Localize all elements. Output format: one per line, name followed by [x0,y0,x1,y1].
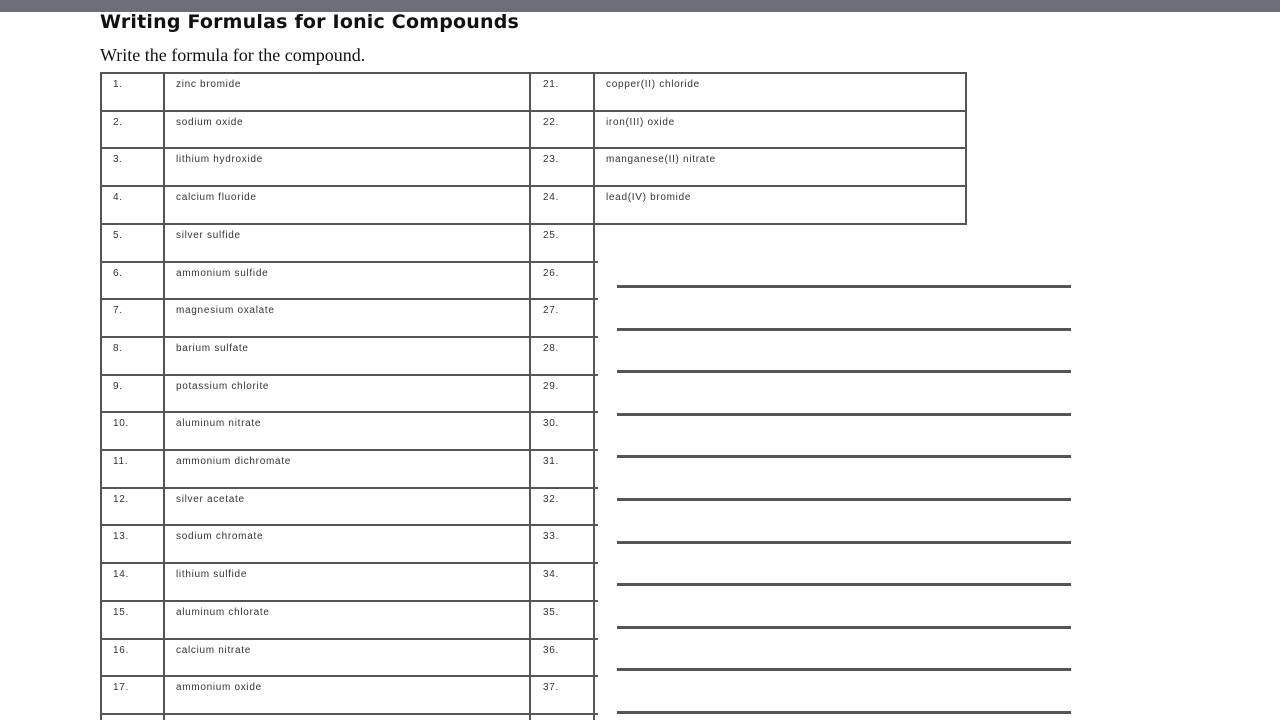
row-number: 24. [543,192,560,203]
answer-line [617,455,1071,458]
answer-line [617,668,1071,671]
row-number: 12. [113,494,130,505]
row-number: 33. [543,531,560,542]
table-row-border [100,524,598,526]
compound-name: potassium chlorite [176,381,270,392]
row-number: 5. [113,230,123,241]
compound-name: ammonium sulfide [176,268,269,279]
compound-name: zinc bromide [176,79,242,90]
row-number: 35. [543,607,560,618]
row-number: 3. [113,154,123,165]
compound-name: copper(II) chloride [606,79,700,90]
answer-line [617,498,1071,501]
table-row-border [100,72,967,74]
row-number: 27. [543,305,560,316]
worksheet-title: Writing Formulas for Ionic Compounds [100,11,520,33]
compound-name: barium sulfate [176,343,249,354]
answer-line [617,626,1071,629]
table-row-border [100,638,598,640]
table-row-border [100,223,967,225]
compound-name: aluminum chlorate [176,607,270,618]
compound-name: silver acetate [176,494,245,505]
answer-line [617,711,1071,714]
compound-name: iron(III) oxide [606,117,675,128]
compound-name: ammonium oxide [176,682,262,693]
compound-name: manganese(II) nitrate [606,154,716,165]
table-row-border [100,487,598,489]
row-number: 14. [113,569,130,580]
worksheet-instructions: Write the formula for the compound. [100,45,366,65]
compound-name: sodium oxide [176,117,244,128]
row-number: 1. [113,79,123,90]
answer-line [617,370,1071,373]
row-number: 17. [113,682,130,693]
answer-line [617,583,1071,586]
compound-name: silver sulfide [176,230,241,241]
answer-line [617,541,1071,544]
row-number: 26. [543,268,560,279]
table-divider-right-num [593,72,595,720]
table-divider-mid [529,72,531,720]
compound-name: sodium chromate [176,531,264,542]
row-number: 2. [113,117,123,128]
compound-name: lead(IV) bromide [606,192,692,203]
row-number: 34. [543,569,560,580]
table-row-border [100,298,598,300]
table-row-border [100,713,598,715]
row-number: 22. [543,117,560,128]
compound-name: calcium fluoride [176,192,257,203]
row-number: 30. [543,418,560,429]
compound-name: lithium sulfide [176,569,248,580]
row-number: 25. [543,230,560,241]
row-number: 6. [113,268,123,279]
row-number: 23. [543,154,560,165]
row-number: 7. [113,305,123,316]
row-number: 36. [543,645,560,656]
row-number: 15. [113,607,130,618]
row-number: 4. [113,192,123,203]
compound-name: magnesium oxalate [176,305,275,316]
table-row-border [100,449,598,451]
table-row-border [100,110,967,112]
row-number: 9. [113,381,123,392]
table-row-border [100,261,598,263]
table-row-border [100,600,598,602]
table-row-border [100,185,967,187]
row-number: 8. [113,343,123,354]
table-row-border [100,336,598,338]
table-row-border [100,147,967,149]
row-number: 37. [543,682,560,693]
row-number: 28. [543,343,560,354]
table-border-left [100,72,102,720]
answer-line [617,285,1071,288]
compound-name: lithium hydroxide [176,154,263,165]
row-number: 13. [113,531,130,542]
compound-name: aluminum nitrate [176,418,262,429]
table-divider-num [163,72,165,720]
answer-line [617,413,1071,416]
row-number: 11. [113,456,129,467]
table-row-border [100,374,598,376]
row-number: 10. [113,418,130,429]
table-row-border [100,675,598,677]
table-row-border [100,411,598,413]
row-number: 29. [543,381,560,392]
compound-name: ammonium dichromate [176,456,292,467]
row-number: 21. [543,79,560,90]
answer-line [617,328,1071,331]
compound-name: calcium nitrate [176,645,251,656]
table-row-border [100,562,598,564]
row-number: 32. [543,494,560,505]
row-number: 16. [113,645,130,656]
row-number: 31. [543,456,560,467]
